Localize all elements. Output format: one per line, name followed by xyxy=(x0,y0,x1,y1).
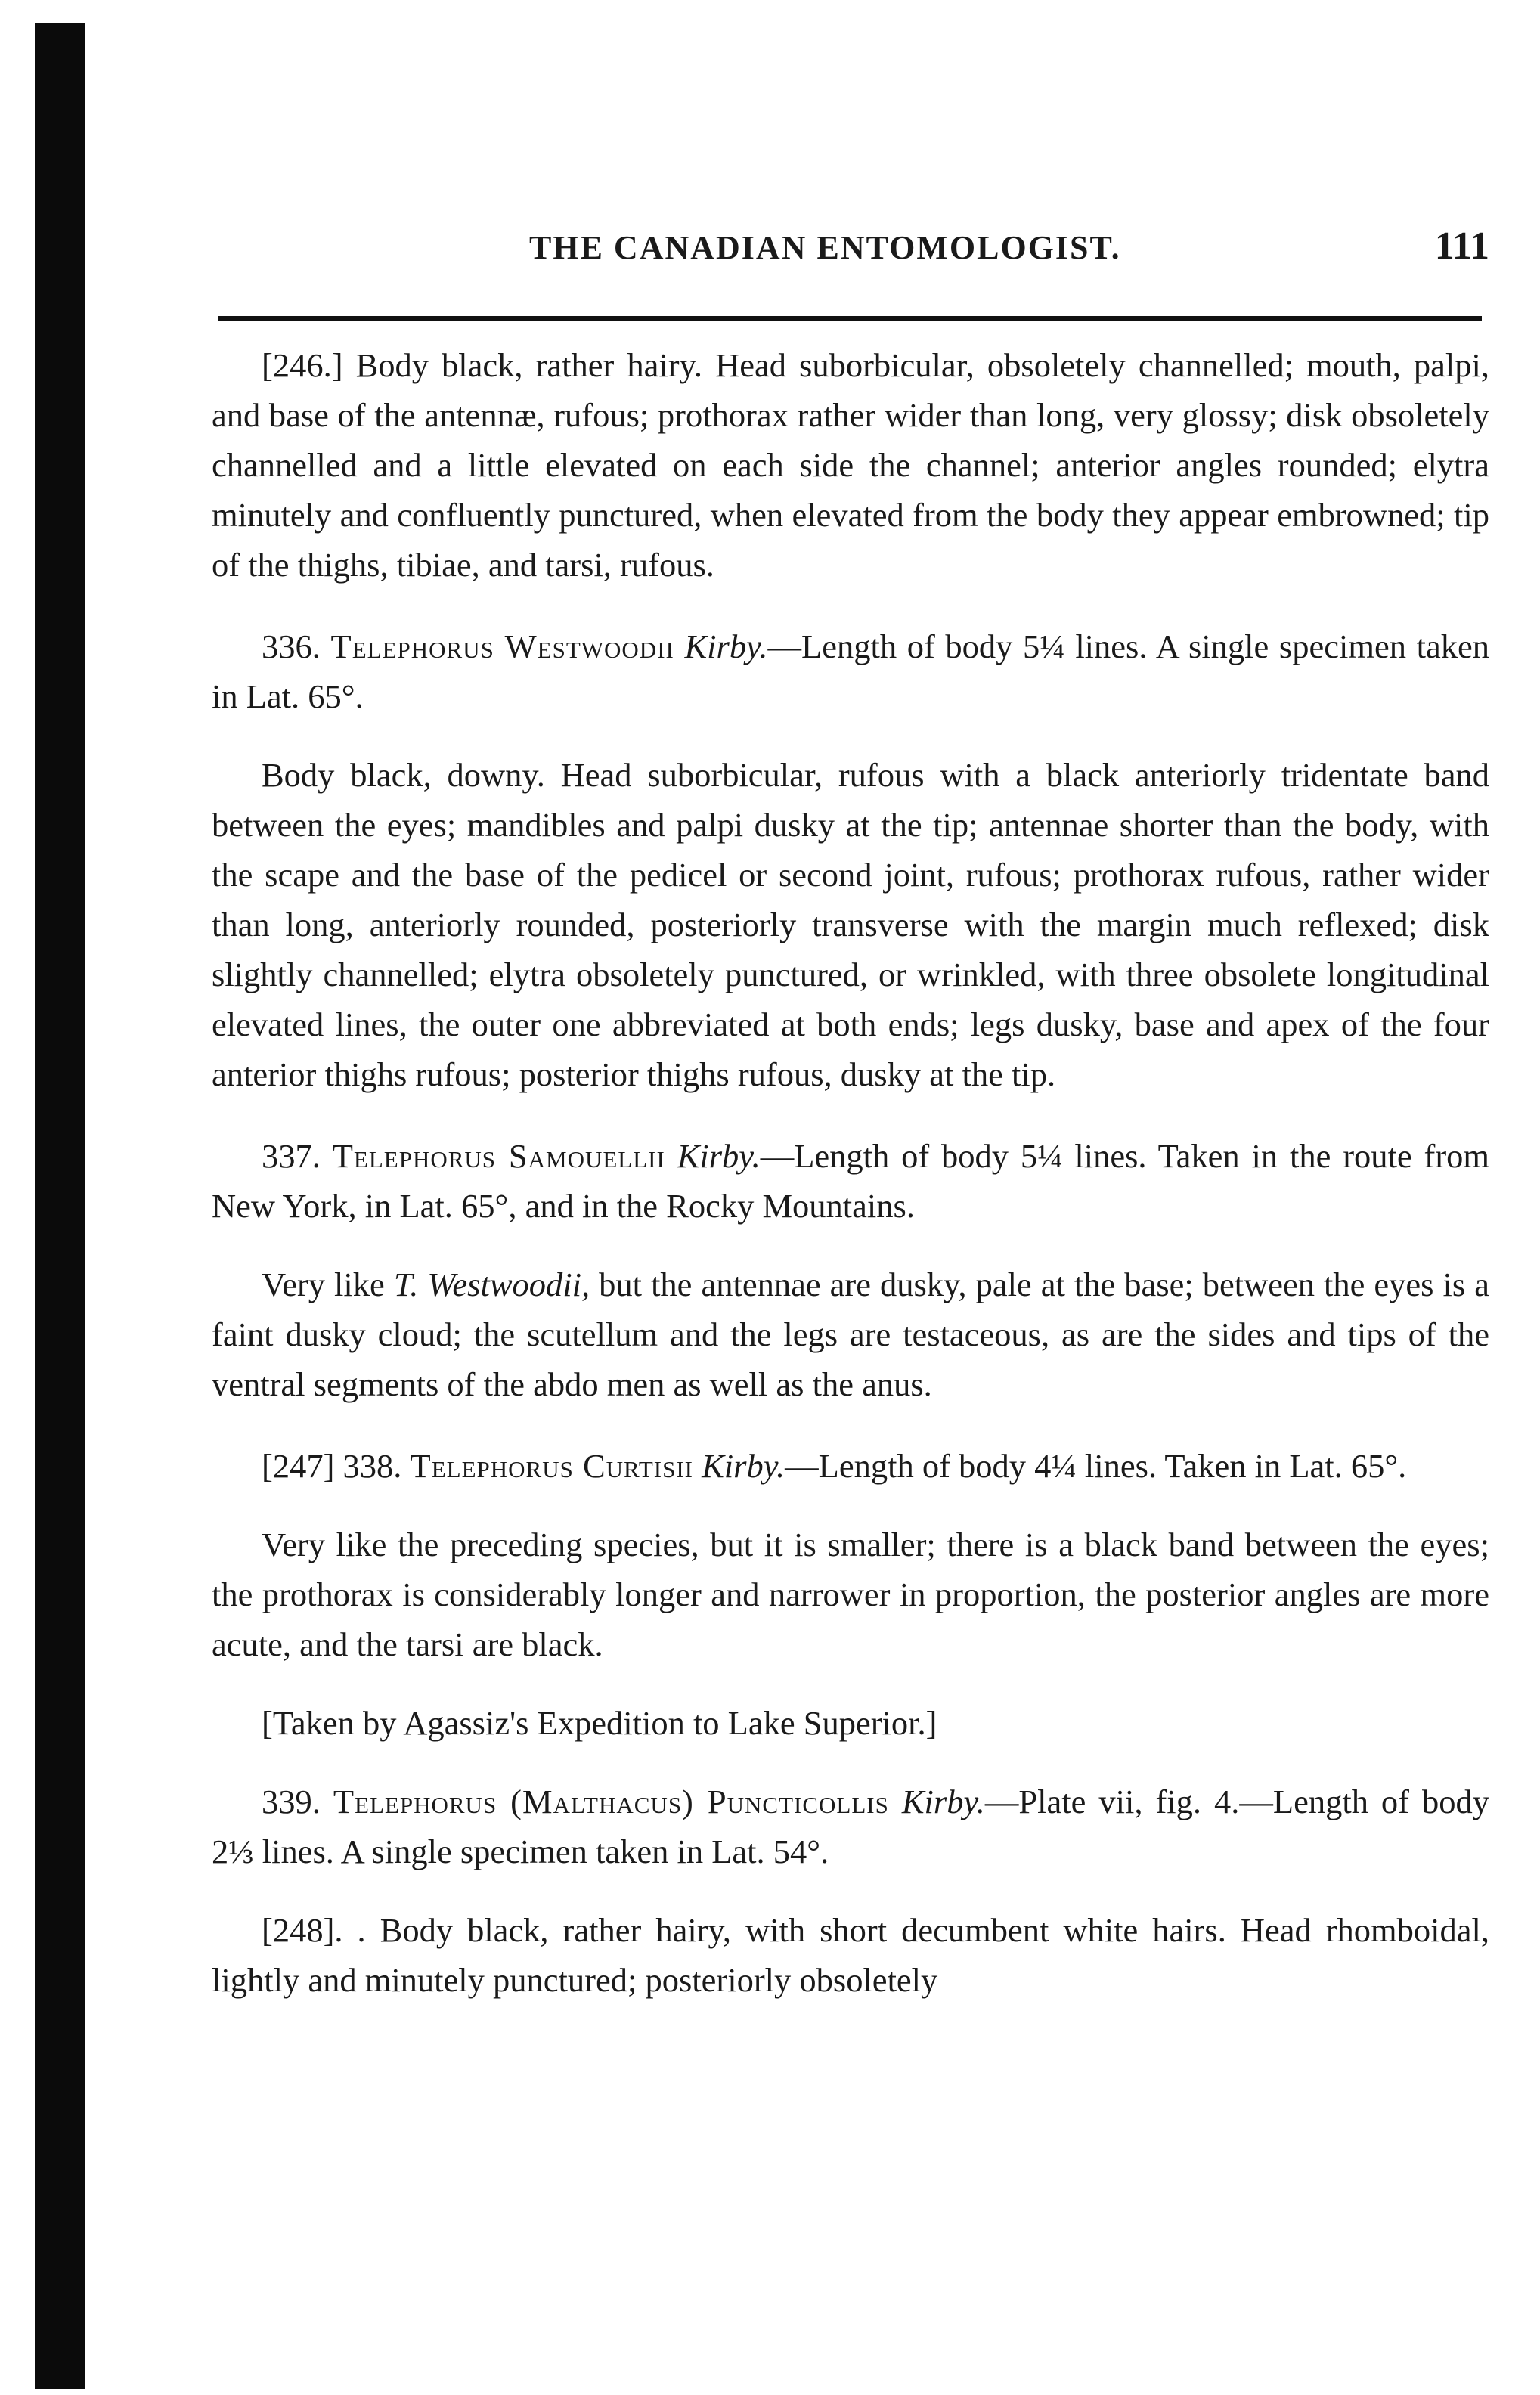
entry-details: —Plate vii, fig. 4.—Length of body 2⅓ lines. A single specimen taken in Lat. 54°. xyxy=(212,1783,1490,1870)
species-entry-336 xyxy=(212,621,1489,721)
entry-details: —Length of body 4¼ lines. Taken in Lat. 65°. xyxy=(785,1447,1407,1485)
paragraph-description-338: Very like the preceding species, but it is smaller; there is a black band between the eyes; the prothorax is considerably longer and narrower in proportion, the posterior angles are more acute, and the tarsi are black. xyxy=(212,1526,1489,1663)
running-title: THE CANADIAN ENTOMOLOGIST. xyxy=(529,229,1121,266)
page-header xyxy=(212,225,1489,281)
paragraph-description-339: [248]. . Body black, rather hairy, with short decumbent white hairs. Head rhomboidal, lightly and minutely punctured; posteriorly obsoletely xyxy=(212,1911,1489,1999)
paragraph-description-246: [246.] Body black, rather hairy. Head suborbicular, obsoletely channelled; mouth, palpi, and base of the antennæ, rufous; prothorax rather wider than long, very glossy; disk obsoletely channelled and a little elevated on each side the channel; anterior angles rounded; elytra minutely and confluently punctured, when elevated from the body they appear embrowned; tip of the thighs, tibiae, and tarsi, rufous. xyxy=(212,346,1489,584)
species-name: Telephorus (Malthacus) Puncticollis xyxy=(333,1783,889,1820)
paragraph-description-336: Body black, downy. Head suborbicular, rufous with a black anteriorly tridentate band between the eyes; mandibles and palpi dusky at the tip; antennae shorter than the body, with the scape and the base of the pedicel or second joint, rufous; prothorax rufous, rather wider than long, anteriorly rounded, posteriorly transverse with the margin much reflexed; disk slightly channelled; elytra obsoletely punctured, or wrinkled, with three obsolete longitudinal elevated lines, the outer one abbreviated at both ends; legs dusky, base and apex of the four anterior thighs rufous; posterior thighs rufous, dusky at the tip. xyxy=(212,756,1489,1093)
entry-number: [247] 338. xyxy=(262,1447,402,1485)
species-author: Kirby. xyxy=(684,627,768,665)
species-author: Kirby. xyxy=(702,1447,785,1485)
entry-details: —Length of body 5¼ lines. Taken in the route from New York, in Lat. 65°, and in the Rocky Mountains. xyxy=(212,1137,1489,1225)
paragraph-note-agassiz: [Taken by Agassiz's Expedition to Lake Superior.] xyxy=(262,1704,937,1742)
entry-details: —Length of body 5¼ lines. A single specimen taken in Lat. 65°. xyxy=(212,627,1489,715)
text-after: but the antennae are dusky, pale at the base; between the eyes is a faint dusky cloud; the scutellum and the legs are testaceous, as are the sides and tips of the ventral segments of the abdo men as well as the anus. xyxy=(212,1266,1489,1403)
species-name: Telephorus Curtisii xyxy=(410,1447,693,1485)
species-entry-338 xyxy=(212,1441,1489,1491)
page-body xyxy=(212,340,1489,2037)
entry-number: 336. xyxy=(262,627,321,665)
header-rule xyxy=(218,316,1482,321)
species-name: Telephorus Samouellii xyxy=(332,1137,665,1175)
text-before: Very like xyxy=(262,1266,394,1303)
page-number: 111 xyxy=(1434,225,1489,268)
paragraph-description-337 xyxy=(212,1259,1489,1409)
species-reference: T. Westwoodii, xyxy=(393,1266,590,1303)
entry-number: 339. xyxy=(262,1783,321,1820)
species-name: Telephorus Westwoodii xyxy=(330,627,674,665)
entry-number: 337. xyxy=(262,1137,321,1175)
species-author: Kirby. xyxy=(677,1137,761,1175)
species-entry-337 xyxy=(212,1131,1489,1231)
book-spine-shadow xyxy=(35,23,85,2389)
species-author: Kirby. xyxy=(901,1783,985,1820)
species-entry-339 xyxy=(212,1777,1489,1876)
